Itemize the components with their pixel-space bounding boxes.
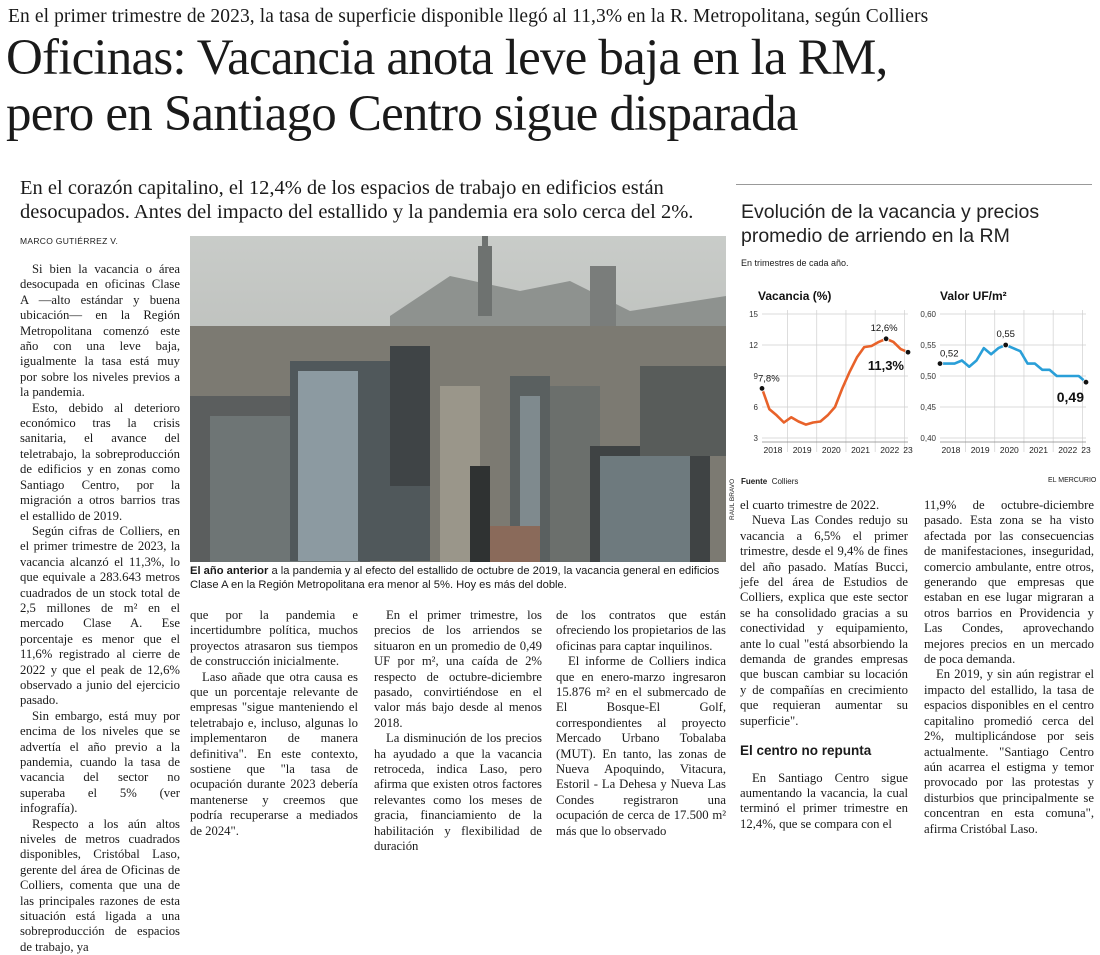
x-tick-label: 2020: [821, 445, 841, 455]
y-tick-label: 0,55: [920, 341, 936, 350]
paragraph: La disminución de los precios ha ayudado a que la vacancia retroceda, indica Laso, pero afirma que existen otros factores relevantes como los meses de gracia, financiamiento de la habilitación y flexibilidad de duración: [374, 731, 542, 854]
source-label: Fuente: [741, 477, 768, 486]
paragraph: En Santiago Centro sigue aumentando la vacancia, la cual terminó el primer trimestre en 12,4%, que se compara con el: [740, 770, 908, 831]
headline-line-2: pero en Santiago Centro sigue disparada: [6, 86, 798, 142]
column-4: [556, 608, 726, 839]
byline: MARCO GUTIÉRREZ V.: [20, 236, 119, 246]
column-3: [374, 608, 542, 855]
lead-line-2: desocupados. Antes del impacto del estallido y la pandemia era solo cerca del 2%.: [20, 201, 694, 223]
column-2: [190, 608, 358, 839]
paragraph: Nueva Las Condes redujo su vacancia a 6,5% el primer trimestre, desde el 9,4% de fines del año pasado. Matías Bucci, jefe del área de Estudios de Colliers, explica que este sector se ha consolidado gracias a su conectividad y equipamiento, ante lo cual "está absorbiendo la demanda de grandes empresas que buscan cambiar su locación y de compañías en crecimiento que requieran aumentar su superficie".: [740, 513, 908, 728]
source-name: Colliers: [771, 477, 799, 486]
city-photo: [190, 236, 726, 562]
series-line: [940, 345, 1086, 382]
photo-caption: [190, 564, 726, 592]
paragraph: que por la pandemia e incertidumbre política, muchos proyectos atrasaron sus tiempos de construcción inicialmente.: [190, 608, 358, 669]
data-label: 12,6%: [870, 322, 898, 334]
data-label: 7,8%: [758, 373, 780, 385]
vacancia-chart: [736, 276, 914, 472]
x-tick-label: 23: [903, 445, 913, 455]
chart-title: Valor UF/m²: [940, 289, 1007, 303]
valor-chart: [912, 276, 1092, 472]
source-line: [741, 477, 798, 486]
headline-line-1: Oficinas: Vacancia anota leve baja en la RM,: [6, 30, 888, 86]
lead-line-1: En el corazón capitalino, el 12,4% de los espacios de trabajo en edificios están: [20, 177, 664, 199]
paragraph: el cuarto trimestre de 2022.: [740, 498, 880, 512]
paragraph: Respecto a los aún altos niveles de metros cuadrados disponibles, Cristóbal Laso, gerente del área de Oficinas de Colliers, comenta que una de las principales razones de esta situación está ligada a una sobreproducción de espacios de trabajo, ya: [20, 816, 180, 954]
data-point: [883, 336, 889, 342]
data-label: 0,55: [996, 329, 1015, 340]
infographic-rule: [736, 184, 1092, 185]
y-tick-label: 9: [753, 372, 758, 381]
publisher-name: EL MERCURIO: [1048, 477, 1097, 484]
x-tick-label: 2022: [880, 445, 900, 455]
y-tick-label: 15: [749, 310, 758, 319]
headline: [6, 30, 1096, 142]
x-tick-label: 2021: [851, 445, 871, 455]
paragraph: Laso añade que otra causa es que un porcentaje relevante de empresas "sigue manteniendo el teletrabajo e, incluso, algunas lo implementaron de manera definitiva". En este contexto, sostiene que "la tasa de ocupación durante 2023 debería mantenerse y creemos que podría recuperarse a mediados de 2024".: [190, 669, 358, 838]
x-tick-label: 2021: [1029, 445, 1049, 455]
column-6: [924, 498, 1094, 837]
x-tick-label: 23: [1081, 445, 1091, 455]
paragraph: En el primer trimestre, los precios de los arriendos se situaron en un promedio de 0,49 UF por m², una caída de 2% respecto de octubre-diciembre pasado, convirtiéndose en el valor más bajo desde al menos 2018.: [374, 608, 542, 730]
column-1: [20, 262, 180, 955]
y-tick-label: 6: [753, 403, 758, 412]
data-label: 0,52: [940, 348, 959, 360]
y-tick-label: 0,50: [920, 372, 936, 381]
paragraph: En 2019, y sin aún registrar el impacto del estallido, la tasa de espacios disponibles en el centro capitalino promedió cerca del 2%, multiplicándose por seis actualmente. "Santiago Centro aún acarrea el estigma y temor provocado por las protestas y disturbios que principalmente se concentran en esta comuna", afirma Cristóbal Laso.: [924, 667, 1094, 836]
x-tick-label: 2018: [763, 445, 783, 455]
y-tick-label: 0,60: [920, 310, 936, 319]
paragraph: Sin embargo, está muy por encima de los niveles que se advertía el año previo a la pandemia, cuando la tasa de vacancia del sector no superaba el 5% (ver infografía).: [20, 708, 180, 816]
series-line: [762, 339, 908, 425]
x-tick-label: 2019: [970, 445, 990, 455]
chart-title: Vacancia (%): [758, 289, 832, 303]
data-point: [759, 386, 765, 392]
y-tick-label: 3: [753, 434, 758, 443]
data-point: [1083, 379, 1089, 385]
section-subhead: El centro no repunta: [740, 743, 872, 759]
photo-credit: RAUL BRAVO: [729, 478, 736, 520]
paragraph: Según cifras de Colliers, en el primer trimestre de 2023, la vacancia alcanzó el 11,3%, lo que equivale a 283.643 metros cuadrados de un stock total de 2,5 millones de m² en el mercado Clase A. Ese porcentaje es menor que el 11,6% registrado al cierre de 2022 y que el peak de 12,6% observado a junio del ejercicio pasado.: [20, 523, 180, 708]
data-label: 11,3%: [867, 358, 904, 374]
paragraph: de los contratos que están ofreciendo los propietarios de las oficinas para captar inquilinos.: [556, 608, 726, 653]
caption-lead: El año anterior: [190, 565, 269, 577]
data-point: [937, 361, 943, 367]
caption-text: a la pandemia y al efecto del estallido de octubre de 2019, la vacancia general en edificios Clase A en la Región Metropolitana era menor al 5%. Hoy es más del doble.: [190, 565, 720, 591]
x-tick-label: 2019: [792, 445, 812, 455]
paragraph: 11,9% de octubre-diciembre pasado. Esta zona se ha visto afectada por las consecuencias de manifestaciones, inseguridad, comercio ambulante, entre otros, generando que empresas que estaban en ese lugar migraran a otros barrios en Providencia y Las Condes, aprovechando mejores precios en un mercado de poca demanda.: [924, 498, 1094, 667]
data-point: [1003, 342, 1009, 348]
y-tick-label: 0,40: [920, 434, 936, 443]
paragraph: Esto, debido al deterioro económico tras la crisis sanitaria, el avance del teletrabajo, la sobreproducción de edificios y en zonas como Santiago Centro, por la migración a otros barrios tras el estallido de 2019.: [20, 400, 180, 523]
paragraph: Si bien la vacancia o área desocupada en oficinas Clase A —alto estándar y buena ubicación— en la Región Metropolitana comenzó este año con una leve baja, igualmente la tasa está muy por sobre los niveles previos a la pandemia.: [20, 262, 180, 400]
kicker: En el primer trimestre de 2023, la tasa de superficie disponible llegó al 11,3% en la R. Metropolitana, según Colliers: [8, 6, 929, 27]
city-skyline-image: [190, 236, 726, 562]
paragraph: El informe de Colliers indica que en enero-marzo ingresaron 15.876 m² en el submercado de El Bosque-El Golf, correspondientes al proyecto Mercado Urbano Tobalaba (MUT). En tanto, las zonas de Nueva Apoquindo, Vitacura, Estoril - La Dehesa y Nueva Las Condes registraron una ocupación de cerca de 17.500 m² más que lo observado: [556, 654, 726, 838]
data-label: 0,49: [1056, 389, 1084, 406]
infographic-subtitle: En trimestres de cada año.: [741, 258, 849, 268]
lead: [20, 176, 720, 224]
column-5: [740, 498, 908, 832]
x-tick-label: 2018: [941, 445, 961, 455]
x-tick-label: 2020: [999, 445, 1019, 455]
y-tick-label: 12: [749, 341, 758, 350]
y-tick-label: 0,45: [920, 403, 936, 412]
x-tick-label: 2022: [1058, 445, 1078, 455]
infographic-title: Evolución de la vacancia y precios promedio de arriendo en la RM: [741, 201, 1040, 247]
data-point: [905, 349, 911, 355]
